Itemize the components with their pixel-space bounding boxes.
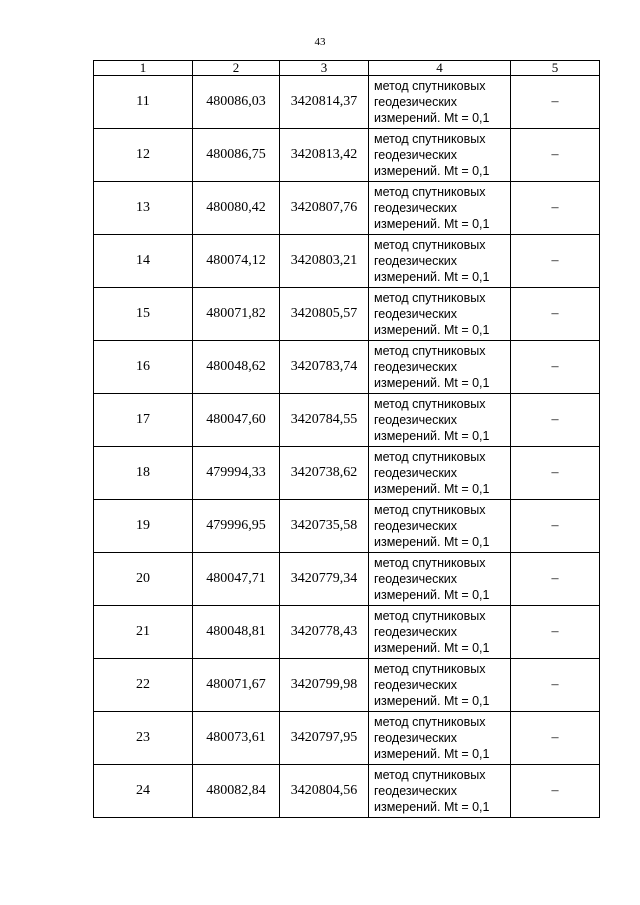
x-coordinate-cell: 480082,84: [193, 765, 280, 818]
method-text-line: геодезических: [374, 307, 458, 321]
method-text-line: метод спутниковых: [374, 238, 486, 252]
method-text-line: измерений. Mt = 0,1: [374, 800, 490, 814]
method-text-line: геодезических: [374, 413, 458, 427]
note-cell: –: [511, 712, 600, 765]
method-text-line: метод спутниковых: [374, 503, 486, 517]
point-number-cell: 17: [94, 394, 193, 447]
y-coordinate-cell: 3420799,98: [280, 659, 369, 712]
method-text-line: метод спутниковых: [374, 450, 486, 464]
x-coordinate-cell: 480074,12: [193, 235, 280, 288]
method-text-line: геодезических: [374, 254, 458, 268]
header-col-2: 2: [193, 61, 280, 76]
note-cell: –: [511, 182, 600, 235]
note-cell: –: [511, 606, 600, 659]
point-number-cell: 18: [94, 447, 193, 500]
note-cell: –: [511, 659, 600, 712]
point-number-cell: 19: [94, 500, 193, 553]
table-row: [94, 765, 600, 818]
method-text-line: измерений. Mt = 0,1: [374, 429, 490, 443]
method-cell: [369, 659, 511, 712]
x-coordinate-cell: 480086,03: [193, 76, 280, 129]
method-cell: [369, 288, 511, 341]
method-text-line: геодезических: [374, 625, 458, 639]
table-row: [94, 182, 600, 235]
header-col-1: 1: [94, 61, 193, 76]
y-coordinate-cell: 3420803,21: [280, 235, 369, 288]
method-text-line: измерений. Mt = 0,1: [374, 535, 490, 549]
method-text-line: геодезических: [374, 148, 458, 162]
table-row: [94, 76, 600, 129]
x-coordinate-cell: 479996,95: [193, 500, 280, 553]
note-cell: –: [511, 129, 600, 182]
table-body: [94, 76, 600, 818]
table-row: [94, 288, 600, 341]
x-coordinate-cell: 480080,42: [193, 182, 280, 235]
method-text-line: геодезических: [374, 95, 458, 109]
point-number-cell: 11: [94, 76, 193, 129]
y-coordinate-cell: 3420738,62: [280, 447, 369, 500]
method-text-line: метод спутниковых: [374, 291, 486, 305]
y-coordinate-cell: 3420813,42: [280, 129, 369, 182]
y-coordinate-cell: 3420807,76: [280, 182, 369, 235]
x-coordinate-cell: 480073,61: [193, 712, 280, 765]
table-row: [94, 447, 600, 500]
header-col-5: 5: [511, 61, 600, 76]
note-cell: –: [511, 394, 600, 447]
method-text-line: метод спутниковых: [374, 662, 486, 676]
method-text-line: геодезических: [374, 360, 458, 374]
x-coordinate-cell: 480071,82: [193, 288, 280, 341]
x-coordinate-cell: 480071,67: [193, 659, 280, 712]
method-text-line: измерений. Mt = 0,1: [374, 217, 490, 231]
note-cell: –: [511, 447, 600, 500]
table-row: [94, 606, 600, 659]
method-cell: [369, 553, 511, 606]
table-row: [94, 553, 600, 606]
method-cell: [369, 447, 511, 500]
x-coordinate-cell: 480048,81: [193, 606, 280, 659]
table-header: [94, 61, 600, 76]
note-cell: –: [511, 341, 600, 394]
method-text-line: геодезических: [374, 519, 458, 533]
method-text-line: метод спутниковых: [374, 185, 486, 199]
table-row: [94, 341, 600, 394]
method-cell: [369, 129, 511, 182]
point-number-cell: 20: [94, 553, 193, 606]
method-text-line: измерений. Mt = 0,1: [374, 641, 490, 655]
table-row: [94, 712, 600, 765]
note-cell: –: [511, 500, 600, 553]
method-cell: [369, 235, 511, 288]
method-cell: [369, 341, 511, 394]
method-text-line: метод спутниковых: [374, 132, 486, 146]
coordinates-table: [93, 60, 600, 818]
method-cell: [369, 712, 511, 765]
method-text-line: измерений. Mt = 0,1: [374, 588, 490, 602]
note-cell: –: [511, 76, 600, 129]
point-number-cell: 14: [94, 235, 193, 288]
note-cell: –: [511, 765, 600, 818]
y-coordinate-cell: 3420778,43: [280, 606, 369, 659]
point-number-cell: 13: [94, 182, 193, 235]
method-text-line: метод спутниковых: [374, 715, 486, 729]
method-text-line: геодезических: [374, 466, 458, 480]
point-number-cell: 24: [94, 765, 193, 818]
method-text-line: измерений. Mt = 0,1: [374, 376, 490, 390]
x-coordinate-cell: 479994,33: [193, 447, 280, 500]
point-number-cell: 21: [94, 606, 193, 659]
method-text-line: метод спутниковых: [374, 768, 486, 782]
page-number: 43: [314, 36, 326, 48]
method-text-line: геодезических: [374, 572, 458, 586]
method-text-line: метод спутниковых: [374, 556, 486, 570]
method-text-line: геодезических: [374, 731, 458, 745]
table-row: [94, 500, 600, 553]
note-cell: –: [511, 288, 600, 341]
note-cell: –: [511, 553, 600, 606]
point-number-cell: 16: [94, 341, 193, 394]
table-row: [94, 394, 600, 447]
method-text-line: метод спутниковых: [374, 344, 486, 358]
method-text-line: метод спутниковых: [374, 79, 486, 93]
method-text-line: измерений. Mt = 0,1: [374, 482, 490, 496]
y-coordinate-cell: 3420805,57: [280, 288, 369, 341]
x-coordinate-cell: 480047,71: [193, 553, 280, 606]
y-coordinate-cell: 3420783,74: [280, 341, 369, 394]
point-number-cell: 15: [94, 288, 193, 341]
y-coordinate-cell: 3420735,58: [280, 500, 369, 553]
header-row: [94, 61, 600, 76]
y-coordinate-cell: 3420797,95: [280, 712, 369, 765]
point-number-cell: 22: [94, 659, 193, 712]
y-coordinate-cell: 3420804,56: [280, 765, 369, 818]
method-text-line: измерений. Mt = 0,1: [374, 111, 490, 125]
x-coordinate-cell: 480047,60: [193, 394, 280, 447]
point-number-cell: 23: [94, 712, 193, 765]
method-text-line: измерений. Mt = 0,1: [374, 164, 490, 178]
method-cell: [369, 765, 511, 818]
table-row: [94, 659, 600, 712]
method-text-line: измерений. Mt = 0,1: [374, 270, 490, 284]
x-coordinate-cell: 480086,75: [193, 129, 280, 182]
method-cell: [369, 394, 511, 447]
table-row: [94, 129, 600, 182]
y-coordinate-cell: 3420784,55: [280, 394, 369, 447]
method-text-line: геодезических: [374, 784, 458, 798]
y-coordinate-cell: 3420814,37: [280, 76, 369, 129]
y-coordinate-cell: 3420779,34: [280, 553, 369, 606]
method-text-line: измерений. Mt = 0,1: [374, 694, 490, 708]
point-number-cell: 12: [94, 129, 193, 182]
method-cell: [369, 500, 511, 553]
method-cell: [369, 606, 511, 659]
header-col-3: 3: [280, 61, 369, 76]
method-text-line: геодезических: [374, 201, 458, 215]
method-text-line: геодезических: [374, 678, 458, 692]
method-text-line: измерений. Mt = 0,1: [374, 747, 490, 761]
method-text-line: измерений. Mt = 0,1: [374, 323, 490, 337]
x-coordinate-cell: 480048,62: [193, 341, 280, 394]
method-text-line: метод спутниковых: [374, 397, 486, 411]
header-col-4: 4: [369, 61, 511, 76]
note-cell: –: [511, 235, 600, 288]
method-cell: [369, 76, 511, 129]
method-text-line: метод спутниковых: [374, 609, 486, 623]
method-cell: [369, 182, 511, 235]
table-row: [94, 235, 600, 288]
